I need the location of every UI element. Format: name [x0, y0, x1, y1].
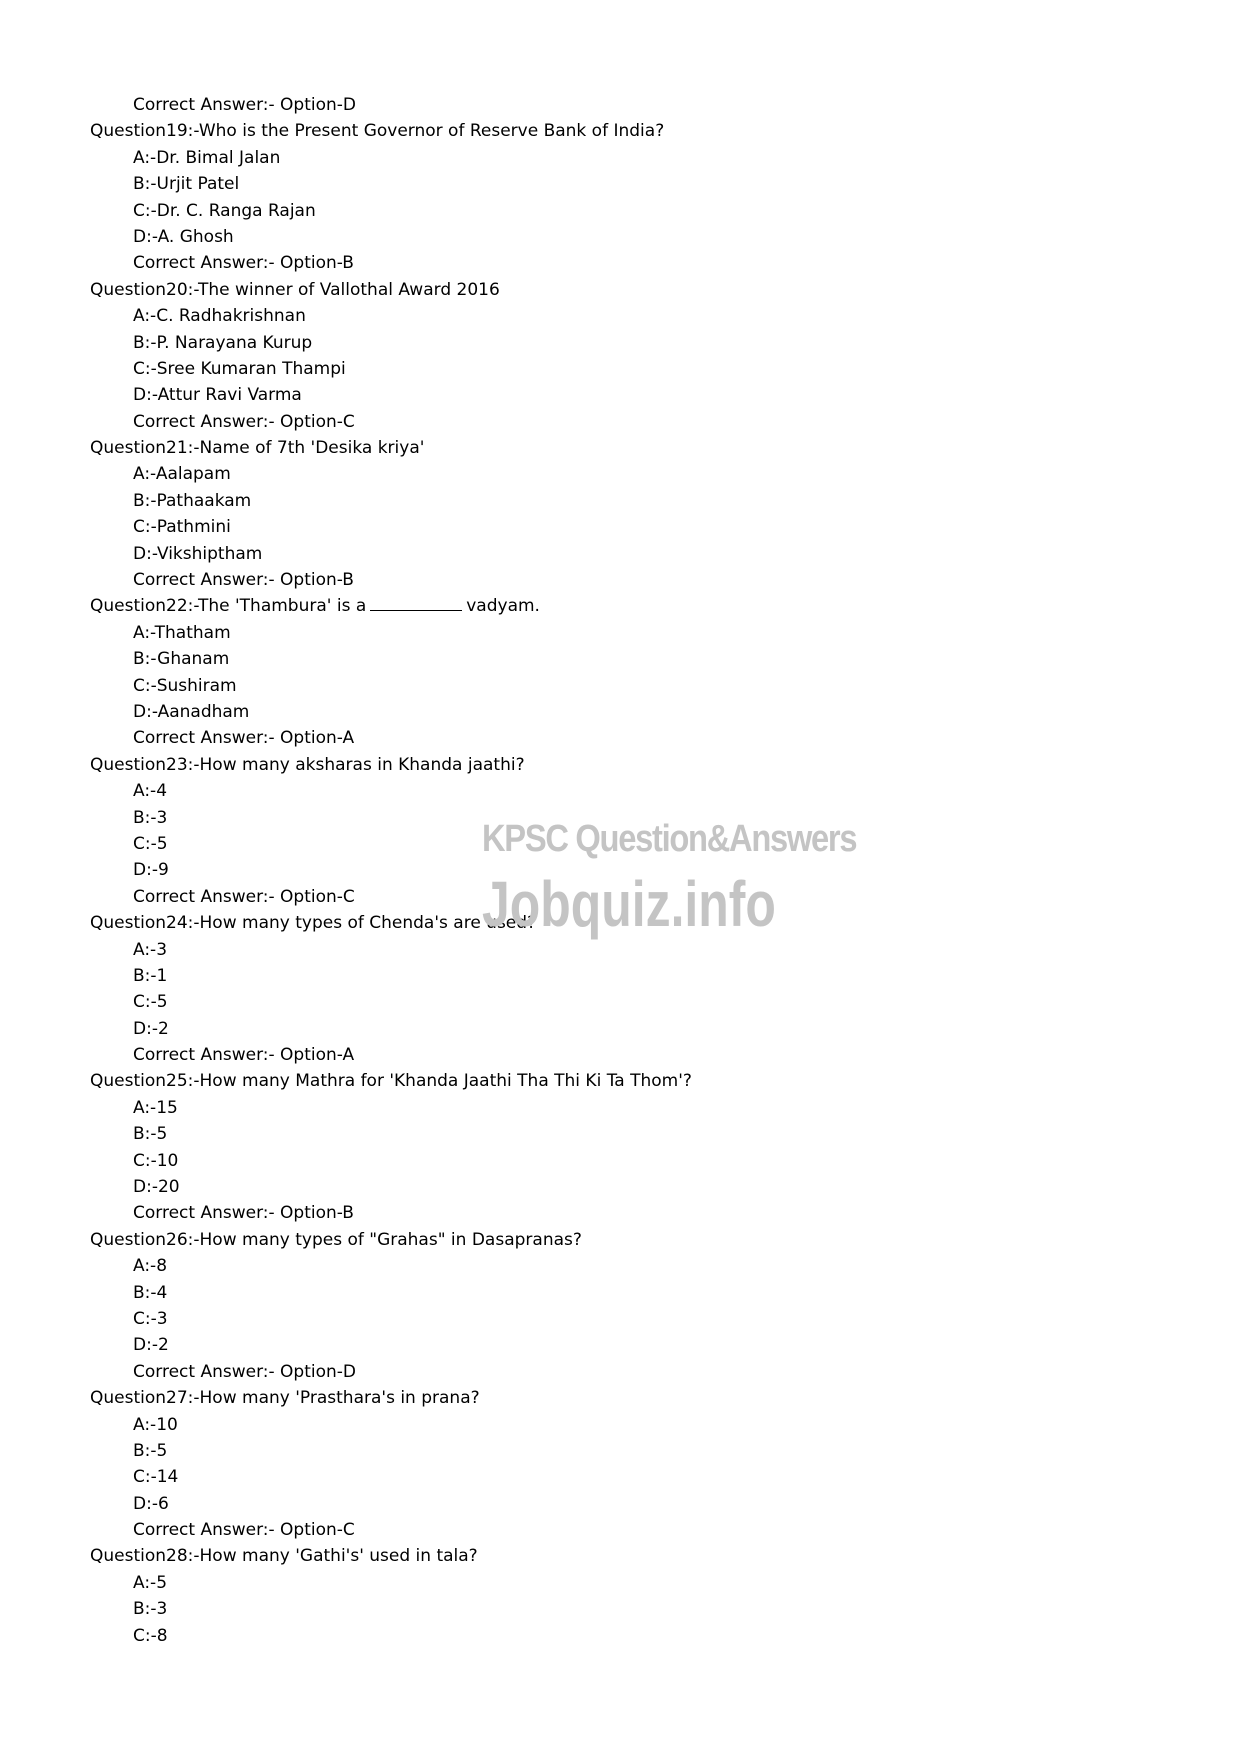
correct-answer-text: Correct Answer:- Option-A: [133, 1045, 355, 1066]
option-text: B:-P. Narayana Kurup: [133, 332, 313, 353]
question-text: Question28:-How many 'Gathi's' used in tala?: [90, 1546, 478, 1567]
correct-answer-text: Correct Answer:- Option-A: [133, 728, 355, 749]
option-text: B:-Pathaakam: [133, 490, 252, 511]
option-text: C:-14: [133, 1467, 179, 1488]
option-text: B:-3: [133, 807, 168, 828]
correct-answer-text: Correct Answer:- Option-C: [133, 411, 355, 432]
correct-answer-text: Correct Answer:- Option-B: [133, 253, 354, 274]
question-text: Question20:-The winner of Vallothal Award 2016: [90, 279, 500, 300]
watermark-line-2: Jobquiz.info: [482, 868, 776, 940]
question-text: Question27:-How many 'Prasthara's in prana?: [90, 1388, 480, 1409]
option-text: C:-5: [133, 833, 168, 854]
option-text: A:-15: [133, 1097, 178, 1118]
question-text: [90, 593, 1170, 619]
option-text: B:-Ghanam: [133, 649, 230, 670]
correct-answer-text: Correct Answer:- Option-B: [133, 570, 354, 591]
option-text: D:-9: [133, 860, 169, 881]
option-text: C:-5: [133, 992, 168, 1013]
option-text: C:-Pathmini: [133, 517, 231, 538]
option-text: D:-6: [133, 1493, 169, 1514]
option-text: D:-A. Ghosh: [133, 226, 234, 247]
correct-answer-text: Correct Answer:- Option-C: [133, 1520, 355, 1541]
fill-in-blank: [370, 609, 462, 611]
correct-answer-text: Correct Answer:- Option-C: [133, 886, 355, 907]
question-text: Question19:-Who is the Present Governor of Reserve Bank of India?: [90, 121, 665, 142]
option-text: D:-Attur Ravi Varma: [133, 385, 302, 406]
option-text: B:-4: [133, 1282, 168, 1303]
option-text: A:-8: [133, 1256, 168, 1277]
option-text: B:-5: [133, 1124, 168, 1145]
question-text: Question23:-How many aksharas in Khanda jaathi?: [90, 754, 525, 775]
question-text: Question24:-How many types of Chenda's are used?: [90, 913, 537, 934]
option-text: A:-C. Radhakrishnan: [133, 306, 306, 327]
option-text: B:-Urjit Patel: [133, 174, 240, 195]
watermark-line-1: KPSC Question&Answers: [482, 818, 857, 860]
option-text: D:-2: [133, 1018, 169, 1039]
option-text: C:-Sree Kumaran Thampi: [133, 358, 346, 379]
option-text: C:-Sushiram: [133, 675, 237, 696]
document-body: [90, 92, 1170, 1649]
option-text: A:-Aalapam: [133, 464, 231, 485]
correct-answer-text: Correct Answer:- Option-D: [133, 95, 356, 115]
option-text: A:-Thatham: [133, 622, 231, 643]
option-text: A:-10: [133, 1414, 178, 1435]
correct-answer-text: Correct Answer:- Option-B: [133, 1203, 354, 1224]
question-text: Question25:-How many Mathra for 'Khanda Jaathi Tha Thi Ki Ta Thom'?: [90, 1071, 692, 1092]
option-text: D:-20: [133, 1177, 180, 1198]
option-text: C:-3: [133, 1308, 168, 1329]
option-text: D:-Vikshiptham: [133, 543, 263, 564]
option-text: B:-1: [133, 965, 168, 986]
option-text: A:-4: [133, 781, 168, 802]
option-text: B:-3: [133, 1599, 168, 1620]
option-text: D:-Aanadham: [133, 701, 250, 722]
option-text: A:-5: [133, 1572, 168, 1593]
option-text: C:-10: [133, 1150, 179, 1171]
option-text: C:-8: [133, 1625, 168, 1646]
question-text-after-blank: vadyam.: [466, 596, 540, 617]
option-text: A:-Dr. Bimal Jalan: [133, 147, 281, 168]
option-text: B:-5: [133, 1440, 168, 1461]
question-text: Question21:-Name of 7th 'Desika kriya': [90, 438, 425, 459]
option-text: D:-2: [133, 1335, 169, 1356]
question-text-before-blank: Question22:-The 'Thambura' is a: [90, 596, 367, 617]
option-text: A:-3: [133, 939, 168, 960]
option-text: C:-Dr. C. Ranga Rajan: [133, 200, 316, 221]
question-text: Question26:-How many types of "Grahas" in Dasapranas?: [90, 1229, 582, 1250]
correct-answer-text: Correct Answer:- Option-D: [133, 1361, 356, 1382]
